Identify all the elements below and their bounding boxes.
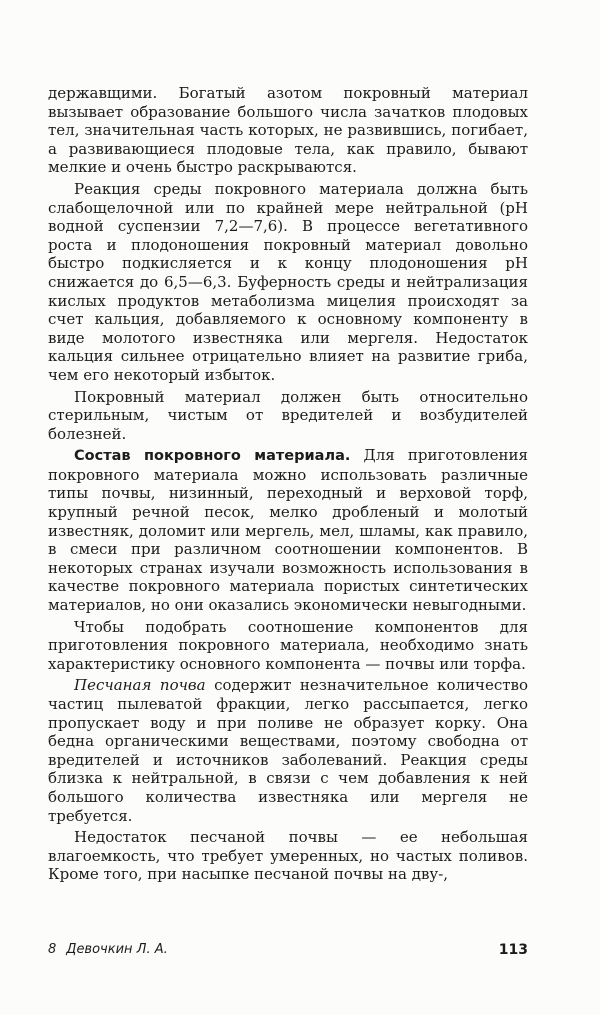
paragraph-reaction [48, 180, 528, 385]
paragraph-drawback [48, 828, 528, 884]
paragraph-text: Покровный материал должен быть относительно стерильным, чистым от вредителей и возбудителей болезней. [48, 387, 528, 443]
signature-author: Девочкин Л. А. [66, 942, 168, 957]
paragraph-sandy-soil [48, 676, 528, 825]
paragraph-text: державщими. Богатый азотом покровный материал вызывает образование большого числа зачатков плодовых тел, значительная часть которых, не развившись, погибает, а развивающиеся плодовые тела, как правило, бывают мелкие и очень быстро раскрываются. [48, 84, 528, 177]
paragraph-sterility [48, 388, 528, 444]
paragraph-text: Реакция среды покровного материала должна быть слабощелочной или по крайней мере нейтральной (pH водной суспензии 7,2—7,6). В процессе вегетативного роста и плодоношения покровный материал довольно быстро подкисляется и к концу плодоношения pH снижается до 6,5—6,3. Буферность среды и нейтрализация кислых продуктов метаболизма мицелия происходят за счет кальция, добавляемого к основному компоненту в виде молотого известняка или мергеля. Недостаток кальция сильнее отрицательно влияет на развитие гриба, чем его некоторый избыток. [48, 179, 528, 384]
paragraph-text: Чтобы подобрать соотношение компонентов для приготовления покровного материала, необходимо знать характеристику основного компонента — почвы или торфа. [48, 617, 528, 673]
printer-signature [48, 942, 168, 957]
paragraph-text: Для приготовления покровного материала можно использовать различные типы почвы, низинный, переходный и верховой торф, крупный речной песок, мелко дробленый и молотый известняк, доломит или мергель, мел, шламы, как правило, в смеси при различном соотношении компонентов. В некоторых странах изучали возможность использования в качестве покровного материала пористых синтетических материалов, но они оказались экономически невыгодными. [48, 446, 528, 615]
paragraph-composition [48, 446, 528, 614]
page-number: 113 [498, 942, 528, 958]
paragraph-text: Недостаток песчаной почвы — ее небольшая влагоемкость, что требует умеренных, но частых поливов. Кроме того, при насыпке песчаной почвы на дву-, [48, 828, 528, 884]
paragraph-text: содержит незначительное количество частиц пылеватой фракции, легко рассыпается, легко пропускает воду и при поливе не образует корку. Она бедна органическими веществами, поэтому свободна от вредителей и источников заболеваний. Реакция среды близка к нейтральной, в связи с чем добавления к ней большого количества известняка или мергеля не требуется. [48, 676, 528, 825]
body-text [48, 84, 528, 887]
page-footer [48, 942, 528, 964]
paragraph-ratio [48, 618, 528, 674]
section-heading: Состав покровного материала. [74, 448, 351, 465]
paragraph-continuation [48, 84, 528, 177]
signature-number: 8 [48, 942, 57, 957]
term-italic: Песчаная почва [74, 676, 206, 695]
